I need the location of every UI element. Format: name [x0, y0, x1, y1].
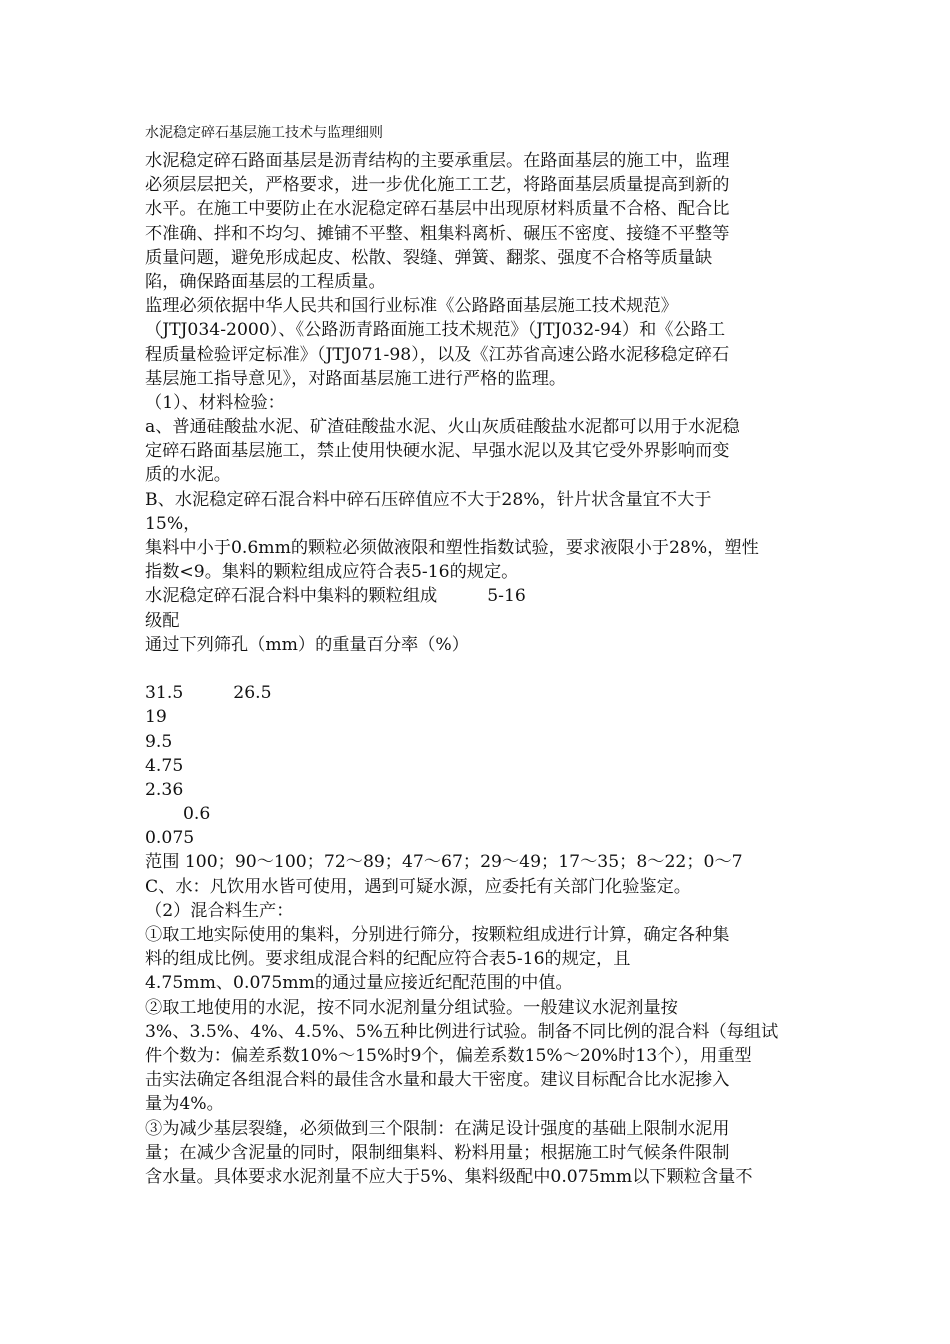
text-line: 基层施工指导意见》，对路面基层施工进行严格的监理。 [145, 368, 567, 389]
range-line: 范围 100；90～100；72～89；47～67；29～49；17～35；8～22；0～7 [145, 852, 743, 873]
sieve-row [145, 681, 815, 705]
text-line: 击实法确定各组混合料的最佳含水量和最大干密度。建议目标配合比水泥掺入 [145, 1070, 730, 1091]
text-line: 件个数为：偏差系数10%～15%时9个，偏差系数15%～20%时13个），用重型 [145, 1045, 752, 1066]
sieve-size: 26.5 [233, 683, 272, 704]
sieve-size: 0.6 [183, 804, 211, 825]
sieve-size: 19 [145, 707, 167, 728]
text-line: 15%， [145, 513, 201, 534]
text-line: 指数<9。集料的颗粒组成应符合表5-16的规定。 [145, 562, 519, 583]
text-line: 程质量检验评定标准》（JTJ071-98），以及《江苏省高速公路水泥移稳定碎石 [145, 344, 730, 365]
sieve-size: 31.5 [145, 683, 184, 704]
text-line: 不准确、拌和不均匀、摊铺不平整、粗集料离析、碾压不密度、接缝不平整等 [145, 223, 730, 244]
table-number: 5-16 [487, 586, 526, 607]
text-line: 陷，确保路面基层的工程质量。 [145, 271, 386, 292]
text-line: 量为4%。 [145, 1094, 224, 1115]
text-line: 集料中小于0.6mm的颗粒必须做液限和塑性指数试验，要求液限小于28%，塑性 [145, 538, 759, 558]
text-line: 水平。在施工中要防止在水泥稳定碎石基层中出现原材料质量不合格、配合比 [145, 199, 730, 220]
text-line: 定碎石路面基层施工，禁止使用快硬水泥、早强水泥以及其它受外界影响而变 [145, 441, 730, 462]
text-line: a、普通硅酸盐水泥、矿渣硅酸盐水泥、火山灰质硅酸盐水泥都可以用于水泥稳 [145, 417, 740, 438]
sieve-size: 4.75 [145, 755, 184, 776]
text-line: 质量问题，避免形成起皮、松散、裂缝、弹簧、翻浆、强度不合格等质量缺 [145, 247, 713, 268]
text-line: ①取工地实际使用的集料，分别进行筛分，按颗粒组成进行计算，确定各种集 [145, 925, 730, 945]
text-line: ②取工地使用的水泥，按不同水泥剂量分组试验。一般建议水泥剂量按 [145, 997, 678, 1018]
text-line: 水泥稳定碎石路面基层是沥青结构的主要承重层。在路面基层的施工中，监理 [145, 151, 730, 171]
text-line: 质的水泥。 [145, 465, 231, 486]
grade-label: 级配 [145, 610, 180, 631]
section-heading: （1）、材料检验： [145, 392, 285, 413]
table-caption-line [145, 584, 815, 608]
table-caption: 水泥稳定碎石混合料中集料的颗粒组成 [145, 586, 438, 607]
text-line: 量；在减少含泥量的同时，限制细集料、粉料用量；根据施工时气候条件限制 [145, 1142, 730, 1163]
sieve-size: 9.5 [145, 731, 173, 752]
pass-label: 通过下列筛孔（mm）的重量百分率（%） [145, 634, 469, 655]
text-line: 4.75mm、0.075mm的通过量应接近纪配范围的中值。 [145, 973, 573, 994]
document-title: 水泥稳定碎石基层施工技术与监理细则 [145, 125, 383, 141]
text-line: （JTJ034-2000）、《公路沥青路面施工技术规范》（JTJ032-94）和《公路工 [145, 320, 726, 341]
text-line: ③为减少基层裂缝，必须做到三个限制：在满足设计强度的基础上限制水泥用 [145, 1118, 730, 1139]
text-line: 必须层层把关，严格要求，进一步优化施工工艺，将路面基层质量提高到新的 [145, 175, 730, 196]
text-line: B、水泥稳定碎石混合料中碎石压碎值应不大于28%，针片状含量宜不大于 [145, 489, 712, 510]
text-line: C、水：凡饮用水皆可使用，遇到可疑水源，应委托有关部门化验鉴定。 [145, 876, 691, 897]
section-heading: （2）混合料生产： [145, 900, 294, 921]
sieve-size: 0.075 [145, 828, 195, 849]
text-line: 含水量。具体要求水泥剂量不应大于5%、集料级配中0.075mm以下颗粒含量不 [145, 1166, 753, 1187]
text-line: 监理必须依据中华人民共和国行业标准《公路路面基层施工技术规范》 [145, 296, 678, 317]
text-line: 料的组成比例。要求组成混合料的纪配应符合表5-16的规定，且 [145, 949, 631, 970]
sieve-size: 2.36 [145, 779, 184, 800]
text-line: 3%、3.5%、4%、4.5%、5%五种比例进行试验。制备不同比例的混合料（每组试 [145, 1021, 779, 1042]
document-body [145, 149, 815, 1189]
